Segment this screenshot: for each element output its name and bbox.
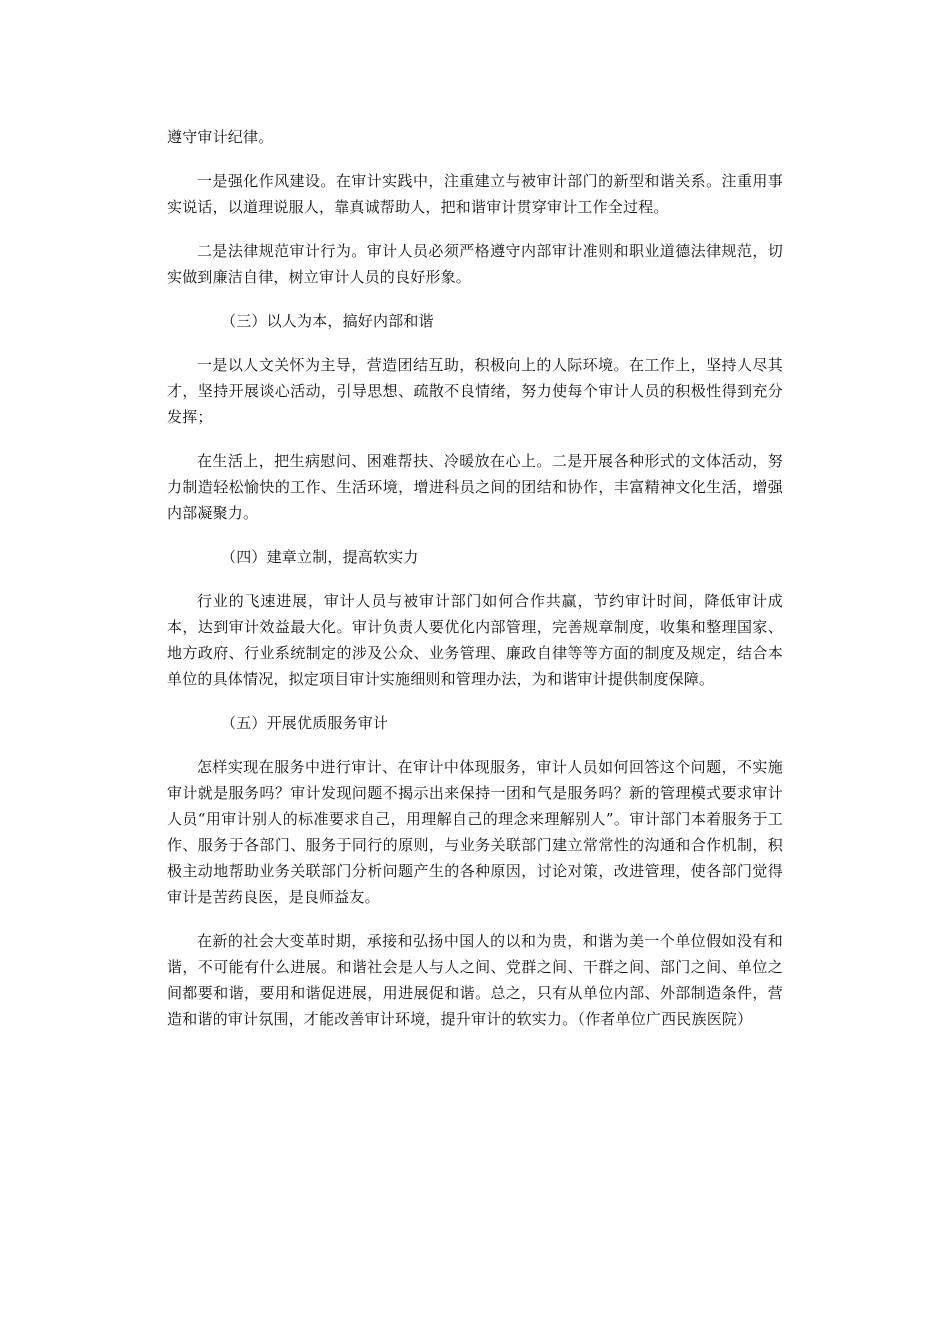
paragraph-continuation: 遵守审计纪律。 [167,128,274,146]
paragraph-conclusion: 在新的社会大变革时期，承接和弘扬中国人的以和为贵，和谐为美一个单位假如没有和谐，不可能有什么进展。和谐社会是人与人之间、党群之间、干群之间、部门之间、单位之间都要和谐，要用和谐促进展，用进展促和谐。总之，只有从单位内部、外部制造条件，营造和谐的审计氛围，才能改善审计环境，提升审计的软实力。（作者单位广西民族医院） [167,932,783,1028]
paragraph-daily-life: 在生活上，把生病慰问、困难帮扶、冷暖放在心上。二是开展各种形式的文体活动，努力制造轻松愉快的工作、生活环境，增进科员之间的团结和协作，丰富精神文化生活，增强内部凝聚力。 [167,452,783,522]
paragraph-service-audit: 怎样实现在服务中进行审计、在审计中体现服务，审计人员如何回答这个问题，不实施审计就是服务吗？审计发现问题不揭示出来保持一团和气是服务吗？新的管理模式要求审计人员“用审计别人的标准要求自己，用理解自己的理念来理解别人”。审计部门本着服务于工作、服务于各部门、服务于同行的原则，与业务关联部门建立常常性的沟通和合作机制，积极主动地帮助业务关联部门分析问题产生的各种原因，讨论对策，改进管理，使各部门觉得审计是苦药良医，是良师益友。 [167,758,783,906]
paragraph-legal-norms: 二是法律规范审计行为。审计人员必须严格遵守内部审计准则和职业道德法律规范，切实做到廉洁自律，树立审计人员的良好形象。 [167,242,783,286]
paragraph-style-building: 一是强化作风建设。在审计实践中，注重建立与被审计部门的新型和谐关系。注重用事实说话，以道理说服人，靠真诚帮助人，把和谐审计贯穿审计工作全过程。 [167,172,783,216]
section-heading-5: （五）开展优质服务审计 [221,714,389,732]
section-heading-4: （四）建章立制，提高软实力 [221,548,419,566]
section-heading-3: （三）以人为本，搞好内部和谐 [221,312,434,330]
document-body [167,124,783,1032]
paragraph-regulations: 行业的飞速进展，审计人员与被审计部门如何合作共赢，节约审计时间，降低审计成本，达到审计效益最大化。审计负责人要优化内部管理，完善规章制度，收集和整理国家、地方政府、行业系统制定的涉及公众、业务管理、廉政自律等等方面的制度及规定，结合本单位的具体情况，拟定项目审计实施细则和管理办法，为和谐审计提供制度保障。 [167,592,783,688]
paragraph-humanistic-care: 一是以人文关怀为主导，营造团结互助，积极向上的人际环境。在工作上，坚持人尽其才，坚持开展谈心活动，引导思想、疏散不良情绪，努力使每个审计人员的积极性得到充分发挥； [167,356,783,426]
